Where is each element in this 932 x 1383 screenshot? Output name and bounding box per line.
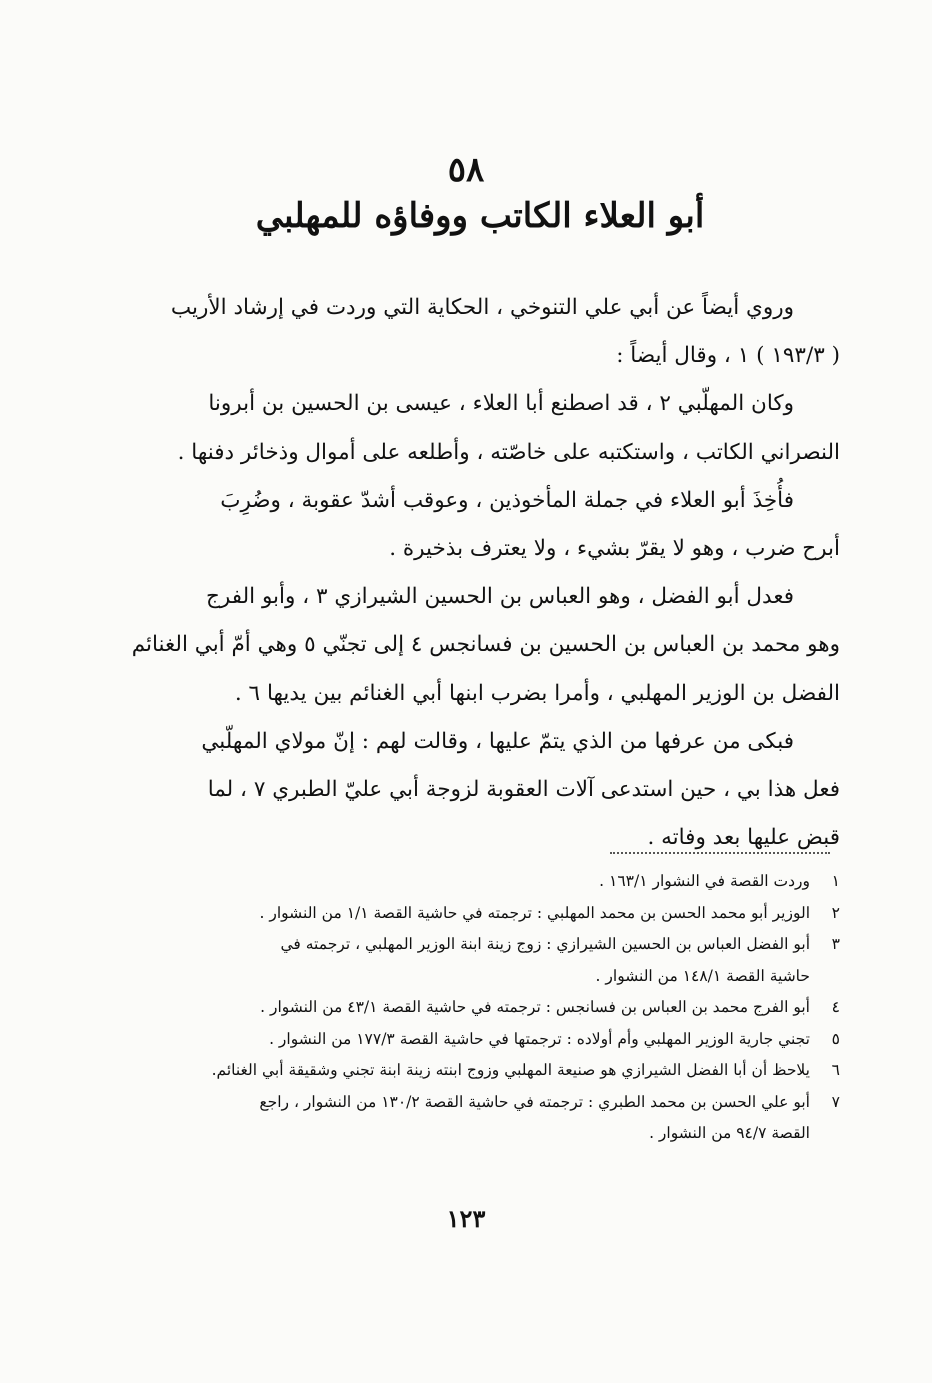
footnote	[150, 1087, 840, 1150]
footnote	[150, 898, 840, 930]
footnote-text: أبو علي الحسن بن محمد الطبري : ترجمته في حاشية القصة ١٣٠/٢ من النشوار ، راجع	[259, 1092, 810, 1111]
footnote-text-continued: القصة ٩٤/٧ من النشوار .	[649, 1124, 810, 1142]
paragraph	[131, 573, 840, 718]
footnote-text: تجني جارية الوزير المهلبي وأم أولاده : ترجمتها في حاشية القصة ١٧٧/٣ من النشوار .	[269, 1029, 810, 1048]
footnote	[150, 992, 840, 1024]
paragraph	[150, 718, 840, 863]
footnote	[150, 1055, 840, 1087]
footnote-number: ١	[831, 872, 840, 890]
paragraph	[150, 380, 840, 476]
text-line: وروي أيضاً عن أبي علي التنوخي ، الحكاية التي وردت في إرشاد الأريب	[170, 295, 794, 320]
text-line: ( ١٩٣/٣ ) ١ ، وقال أيضاً :	[616, 343, 840, 369]
footnote-number: ٧	[831, 1092, 840, 1111]
footnote-number: ٥	[831, 1029, 840, 1048]
paragraph	[150, 477, 840, 573]
footnotes	[150, 866, 840, 1150]
text-line: قبض عليها بعد وفاته .	[647, 825, 840, 851]
story-body	[131, 284, 840, 862]
footnote-text: وردت القصة في النشوار ١٦٣/١ .	[599, 872, 810, 890]
page-number: ١٢٣	[446, 1204, 486, 1233]
text-line: النصراني الكاتب ، واستكتبه على خاصّته ، وأطلعه على أموال وذخائر دفنها .	[177, 439, 840, 465]
text-line: وكان المهلّبي ٢ ، قد اصطنع أبا العلاء ، عيسى بن الحسين بن أبرونا	[208, 391, 794, 417]
footnote-divider	[610, 852, 830, 854]
text-line: فعدل أبو الفضل ، وهو العباس بن الحسين الشيرازي ٣ ، وأبو الفرج	[205, 584, 794, 610]
text-line: وهو محمد بن العباس بن الحسين بن فسانجس ٤ إلى تجنّي ٥ وهي أمّ أبي الغنائم	[131, 632, 840, 658]
text-line: أبرح ضرب ، وهو لا يقرّ بشيء ، ولا يعترف بذخيرة .	[389, 536, 840, 562]
text-line: فأُخِذَ أبو العلاء في جملة المأخوذين ، وعوقب أشدّ عقوبة ، وضُرِبَ	[220, 487, 794, 513]
footnote-text: الوزير أبو محمد الحسن بن محمد المهلبي : ترجمته في حاشية القصة ١/١ من النشوار .	[259, 903, 810, 922]
text-line: فبكى من عرفها من الذي يتمّ عليها ، وقالت لهم : إنّ مولاي المهلّبي	[201, 728, 794, 754]
footnote-number: ٤	[831, 998, 840, 1016]
footnote-text: أبو الفرج محمد بن العباس بن فسانجس : ترجمته في حاشية القصة ٤٣/١ من النشوار .	[260, 998, 810, 1016]
footnote-text: يلاحظ أن أبا الفضل الشيرازي هو صنيعة المهلبي وزوج ابنته زينة ابنة تجني وشقيقة أبي الغنائم.	[211, 1061, 810, 1079]
footnote	[150, 1024, 840, 1056]
footnote-number: ٢	[831, 903, 840, 922]
text-line: فعل هذا بي ، حين استدعى آلات العقوبة لزوجة أبي عليّ الطبري ٧ ، لما	[207, 777, 840, 803]
footnote-number: ٣	[831, 935, 840, 953]
footnote-text-continued: حاشية القصة ١٤٨/١ من النشوار .	[595, 966, 810, 985]
paragraph	[150, 284, 840, 380]
footnote-number: ٦	[831, 1061, 840, 1079]
footnote	[150, 866, 840, 898]
text-line: الفضل بن الوزير المهلبي ، وأمرا بضرب ابنها أبي الغنائم بين يديها ٦ .	[234, 680, 840, 706]
story-number: ٥٨	[447, 150, 485, 190]
footnote	[150, 929, 840, 992]
story-title: أبو العلاء الكاتب ووفاؤه للمهلبي	[255, 196, 705, 236]
footnote-text: أبو الفضل العباس بن الحسين الشيرازي : زوج زينة ابنة الوزير المهلبي ، ترجمته في	[280, 935, 810, 953]
